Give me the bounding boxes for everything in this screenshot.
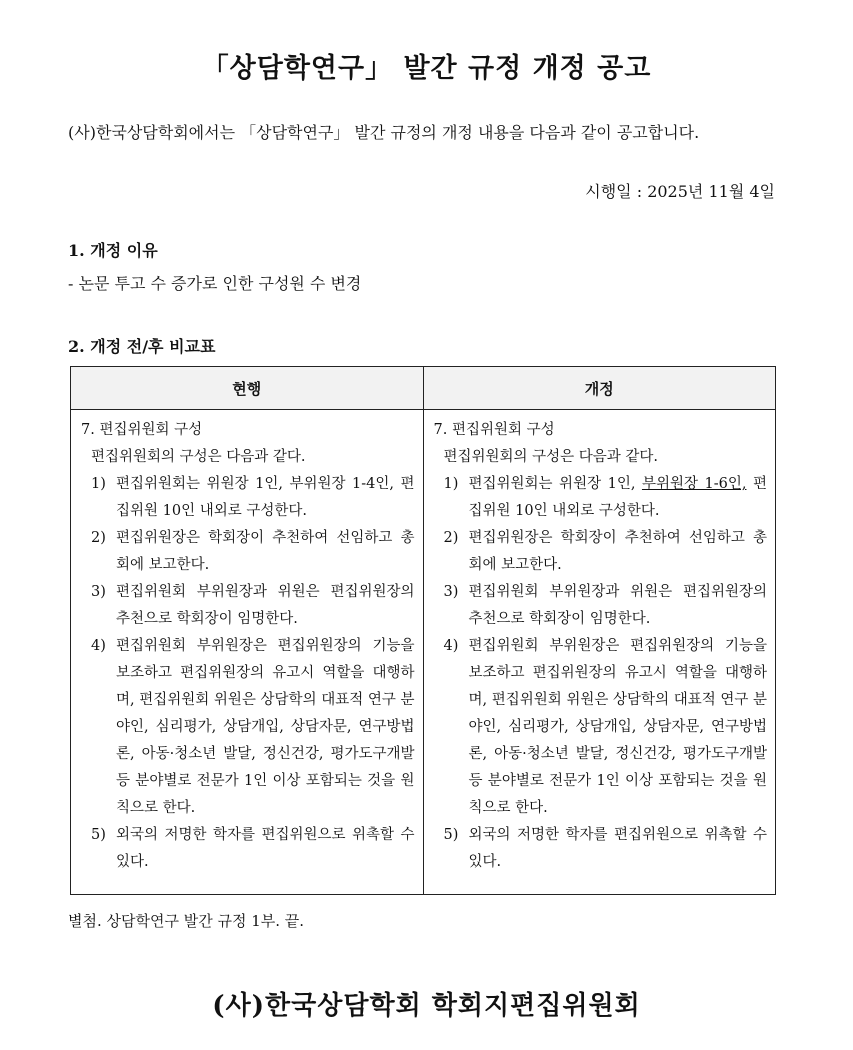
revised-article-intro: 편집위원회의 구성은 다음과 같다.	[443, 449, 659, 465]
effective-date: 시행일 : 2025년 11월 4일	[585, 182, 775, 201]
revised-rule	[432, 525, 768, 579]
current-article-heading: 7. 편집위원회 구성	[81, 422, 203, 438]
rule-text: 편집위원회 부위원장은 편집위원장의 기능을 보조하고 편집위원장의 유고시 역할을 대행하며, 편집위원회 위원은 상담학의 대표적 연구 분야인, 심리평가, 상담개입, 상담자문, 연구방법론, 아동·청소년 발달, 정신건강, 평가도구개발 등 분야별로 전문가 1인 이상 포함되는 것을 원칙으로 한다.	[116, 638, 415, 816]
rule-number: 3)	[443, 584, 459, 600]
revised-cell	[423, 410, 776, 895]
current-rule	[79, 822, 415, 876]
rule-text-before: 편집위원회는 위원장 1인,	[468, 476, 642, 492]
revised-rule	[432, 579, 768, 633]
rule-number: 3)	[91, 584, 106, 600]
rule-text: 외국의 저명한 학자를 편집위원으로 위촉할 수 있다.	[116, 827, 415, 870]
attachment-note: 별첨. 상담학연구 발간 규정 1부. 끝.	[68, 912, 305, 930]
intro-paragraph: (사)한국상담학회에서는 「상담학연구」 발간 규정의 개정 내용을 다음과 같이 공고합니다.	[68, 123, 700, 142]
rule-number: 2)	[443, 530, 459, 546]
rule-text: 편집위원장은 학회장이 추천하여 선임하고 총회에 보고한다.	[116, 530, 415, 573]
section-heading-comparison: 2. 개정 전/후 비교표	[68, 337, 216, 356]
rule-number: 4)	[91, 638, 106, 654]
rule-number: 5)	[443, 827, 459, 843]
table-header-row	[71, 367, 776, 410]
revised-rule	[432, 471, 768, 525]
rule-number: 2)	[91, 530, 106, 546]
rule-number: 5)	[91, 827, 106, 843]
header-current: 현행	[71, 367, 424, 410]
rule-text: 편집위원회 부위원장과 위원은 편집위원장의 추천으로 학회장이 임명한다.	[468, 584, 767, 627]
rule-number: 4)	[443, 638, 459, 654]
rule-text: 편집위원회 부위원장은 편집위원장의 기능을 보조하고 편집위원장의 유고시 역할을 대행하며, 편집위원회 위원은 상담학의 대표적 연구 분야인, 심리평가, 상담개입, 상담자문, 연구방법론, 아동·청소년 발달, 정신건강, 평가도구개발 등 분야별로 전문가 1인 이상 포함되는 것을 원칙으로 한다.	[468, 638, 767, 816]
table-row	[71, 410, 776, 895]
rule-text: 편집위원회 부위원장과 위원은 편집위원장의 추천으로 학회장이 임명한다.	[116, 584, 415, 627]
revised-article-heading: 7. 편집위원회 구성	[433, 422, 555, 438]
current-article-intro: 편집위원회의 구성은 다음과 같다.	[91, 449, 306, 465]
rule-number: 1)	[443, 476, 459, 492]
comparison-table	[70, 366, 776, 895]
current-rule	[79, 579, 415, 633]
current-rule	[79, 525, 415, 579]
rule-text-after: 편집위원 10인 내외로 구성한다.	[468, 476, 767, 519]
document-title: 「상담학연구」 발간 규정 개정 공고	[201, 53, 652, 84]
section-heading-reason: 1. 개정 이유	[68, 241, 158, 260]
reason-item: - 논문 투고 수 증가로 인한 구성원 수 변경	[68, 274, 362, 293]
rule-text: 외국의 저명한 학자를 편집위원으로 위촉할 수 있다.	[468, 827, 767, 870]
current-rule	[79, 633, 415, 822]
revised-rule	[432, 822, 768, 876]
rule-number: 1)	[91, 476, 106, 492]
header-revised: 개정	[423, 367, 776, 410]
issuer-name: (사)한국상담학회 학회지편집위원회	[212, 991, 641, 1021]
current-rule	[79, 471, 415, 525]
underlined-change: 부위원장 1-6인,	[641, 476, 747, 492]
rule-text: 편집위원장은 학회장이 추천하여 선임하고 총회에 보고한다.	[468, 530, 767, 573]
rule-text: 편집위원회는 위원장 1인, 부위원장 1-4인, 편집위원 10인 내외로 구성한다.	[116, 476, 415, 519]
current-cell	[71, 410, 424, 895]
revised-rule	[432, 633, 768, 822]
